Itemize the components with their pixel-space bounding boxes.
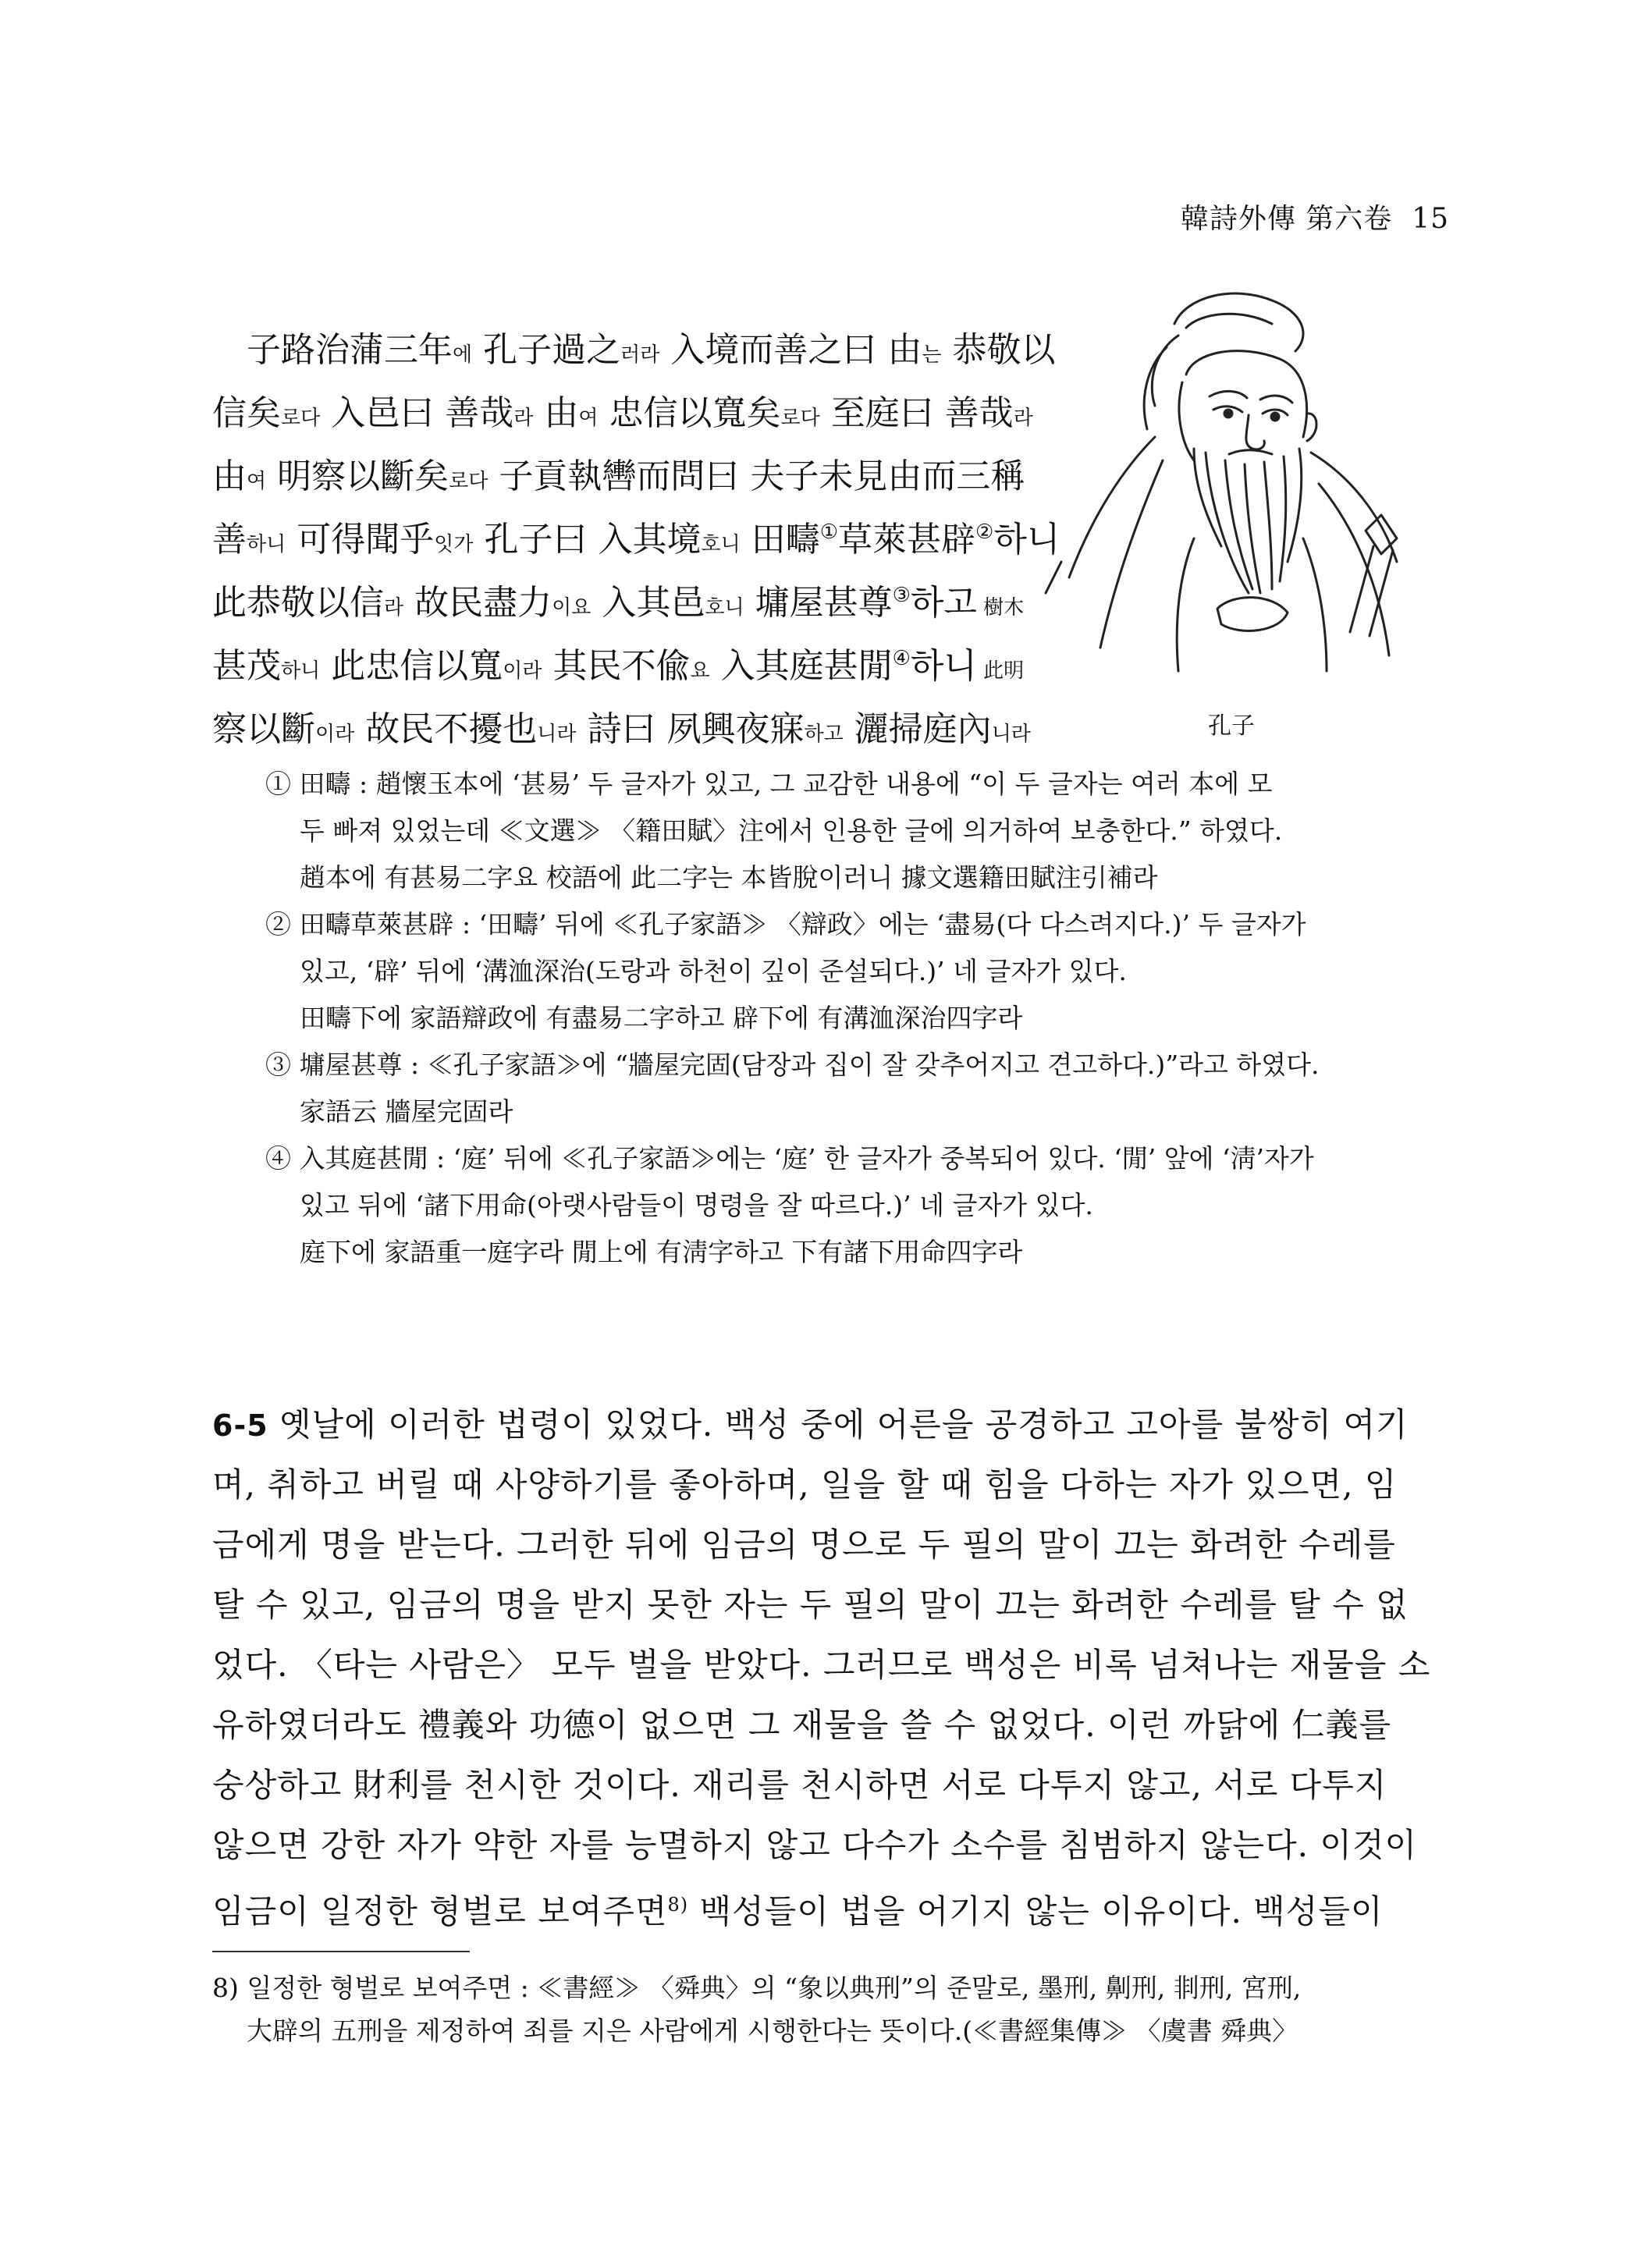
section-first-line xyxy=(212,1394,1451,1454)
section-line-text: 임금이 일정한 형벌로 보여주면 xyxy=(212,1892,668,1930)
classical-phrase: 善 xyxy=(212,520,247,559)
grammatical-particle: 하니 xyxy=(247,533,286,556)
classical-phrase: 信矣 xyxy=(212,393,281,433)
classical-phrase: 하니 xyxy=(910,646,977,686)
classical-phrase: 由 xyxy=(212,456,247,496)
classical-line xyxy=(212,698,1031,761)
classical-phrase: 故民不擾也 xyxy=(354,709,538,749)
classical-phrase: 入其庭甚閒 xyxy=(709,646,893,686)
note-marker: ② xyxy=(975,520,994,544)
page-number: 15 xyxy=(1412,203,1449,235)
footnote-line: 大辟의 五刑을 제정하여 죄를 지은 사람에게 시행한다는 뜻이다.(≪書經集傳≫ 〈虞書 舜典〉 xyxy=(247,2016,1299,2046)
classical-phrase: 由 xyxy=(533,393,579,433)
classical-line xyxy=(212,508,1060,571)
classical-phrase: 灑掃庭內 xyxy=(843,709,992,749)
note-line: 두 빠져 있었는데 ≪文選≫ 〈籍田賦〉注에서 인용한 글에 의거하여 보충한다.” 하였다. xyxy=(300,815,1283,846)
classical-phrase: 至庭曰 善哉 xyxy=(819,393,1014,433)
classical-phrase: 故民盡力 xyxy=(403,583,552,623)
grammatical-particle: 로다 xyxy=(780,407,820,430)
classical-phrase: 此忠信以寬 xyxy=(320,646,503,686)
grammatical-particle: 니라 xyxy=(537,723,577,746)
classical-phrase: 入邑曰 善哉 xyxy=(320,393,514,433)
classical-phrase: 田疇 xyxy=(740,520,820,559)
classical-phrase: 詩曰 夙興夜寐 xyxy=(576,709,805,749)
grammatical-particle: 로다 xyxy=(449,470,488,493)
grammatical-particle: 잇가 xyxy=(434,533,474,556)
note-item xyxy=(265,761,1451,901)
classical-phrase: 孔子過之 xyxy=(472,330,621,370)
grammatical-particle: 호니 xyxy=(701,533,741,556)
portrait-caption: 孔子 xyxy=(1208,712,1255,740)
classical-line xyxy=(212,634,1025,698)
grammatical-particle: 는 xyxy=(922,343,942,367)
grammatical-particle: 樹木 xyxy=(976,596,1025,620)
note-line: ② 田疇草萊甚辟 : ‘田疇’ 뒤에 ≪孔子家語≫ 〈辯政〉에는 ‘盡易(다 다스려지다.)’ 두 글자가 xyxy=(265,909,1306,939)
note-line: 있고, ‘辟’ 뒤에 ‘溝洫深治(도랑과 하천이 깊이 준설되다.)’ 네 글자가 있다. xyxy=(300,956,1127,986)
section-line: 숭상하고 財利를 천시한 것이다. 재리를 천시하면 서로 다투지 않고, 서로 다투지 xyxy=(212,1766,1387,1804)
grammatical-particle: 여 xyxy=(247,470,267,493)
classical-phrase: 可得聞乎 xyxy=(286,520,435,559)
section-line: 않으면 강한 자가 약한 자를 능멸하지 않고 다수가 소수를 침범하지 않는다. 이것이 xyxy=(212,1826,1418,1864)
classical-phrase: 하니 xyxy=(993,520,1060,559)
grammatical-particle: 호니 xyxy=(705,596,744,620)
grammatical-particle: 하고 xyxy=(804,723,844,746)
section-line: 금에게 명을 받는다. 그러한 뒤에 임금의 명으로 두 필의 말이 끄는 화려한 수레를 xyxy=(212,1525,1396,1564)
classical-phrase: 入境而善之曰 由 xyxy=(659,330,922,370)
footnote-line: 8) 일정한 형벌로 보여주면 : ≪書經≫ 〈舜典〉의 “象以典刑”의 준말로, 墨刑, 劓刑, 剕刑, 宮刑, xyxy=(212,1973,1302,2003)
grammatical-particle: 이라 xyxy=(315,723,355,746)
grammatical-particle: 라 xyxy=(1013,407,1033,430)
section-6-5 xyxy=(212,1394,1451,1935)
note-line: 있고 뒤에 ‘諸下用命(아랫사람들이 명령을 잘 따르다.)’ 네 글자가 있다. xyxy=(300,1190,1093,1220)
grammatical-particle: 니라 xyxy=(991,723,1031,746)
grammatical-particle: 라 xyxy=(384,596,404,620)
grammatical-particle: 에 xyxy=(453,343,473,367)
grammatical-particle: 하니 xyxy=(281,659,321,683)
classical-phrase: 草萊甚辟 xyxy=(838,520,975,559)
grammatical-particle: 이요 xyxy=(552,596,592,620)
classical-line xyxy=(212,571,1025,634)
note-item xyxy=(265,901,1451,1042)
grammatical-particle: 여 xyxy=(578,407,599,430)
textual-notes xyxy=(265,761,1451,1276)
note-line: 庭下에 家語重一庭字라 閒上에 有淸字하고 下有諸下用命四字라 xyxy=(300,1237,1023,1267)
classical-line xyxy=(212,445,1025,508)
classical-text xyxy=(212,318,1060,761)
section-number: 6-5 xyxy=(212,1408,268,1443)
footnote-8 xyxy=(212,1966,1451,2052)
note-line: 家語云 牆屋完固라 xyxy=(300,1096,513,1127)
note-marker: ① xyxy=(819,520,838,544)
section-line: 탈 수 있고, 임금의 명을 받지 못한 자는 두 필의 말이 끄는 화려한 수레를 탈 수 없 xyxy=(212,1586,1409,1624)
classical-phrase: 墉屋甚尊 xyxy=(744,583,893,623)
section-line: 며, 취하고 버릴 때 사양하기를 좋아하며, 일을 할 때 힘을 다하는 자가 있으면, 임 xyxy=(212,1465,1398,1504)
confucius-portrait xyxy=(1038,281,1444,702)
classical-phrase: 子路治蒲三年 xyxy=(247,330,453,370)
grammatical-particle: 요 xyxy=(690,659,710,683)
classical-line xyxy=(212,382,1033,445)
grammatical-particle: 此明 xyxy=(976,659,1025,683)
classical-line xyxy=(212,318,1056,382)
section-line-text: 옛날에 이러한 법령이 있었다. 백성 중에 어른을 공경하고 고아를 불쌍히 여기 xyxy=(268,1405,1409,1444)
note-marker: ④ xyxy=(892,647,911,670)
note-marker: ③ xyxy=(892,584,911,607)
classical-phrase: 甚茂 xyxy=(212,646,281,686)
note-line: ④ 入其庭甚閒 : ‘庭’ 뒤에 ≪孔子家語≫에는 ‘庭’ 한 글자가 중복되어 있다. ‘閒’ 앞에 ‘淸’자가 xyxy=(265,1143,1314,1174)
note-line: ① 田疇 : 趙懷玉本에 ‘甚易’ 두 글자가 있고, 그 교감한 내용에 “이 두 글자는 여러 本에 모 xyxy=(265,769,1273,799)
classical-phrase: 子貢執轡而問曰 夫子未見由而三稱 xyxy=(488,456,1025,496)
classical-phrase: 察以斷 xyxy=(212,709,315,749)
section-line: 유하였더라도 禮義와 功德이 없으면 그 재물을 쓸 수 없었다. 이런 까닭에 仁義를 xyxy=(212,1706,1392,1744)
note-line: 趙本에 有甚易二字요 校語에 此二字는 本皆脫이러니 據文選籍田賦注引補라 xyxy=(300,862,1158,893)
classical-phrase: 忠信以寬矣 xyxy=(598,393,781,433)
grammatical-particle: 라 xyxy=(513,407,534,430)
classical-phrase: 入其邑 xyxy=(591,583,705,623)
note-line: ③ 墉屋甚尊 : ≪孔子家語≫에 “牆屋完固(담장과 집이 잘 갖추어지고 견고하다.)”라고 하였다. xyxy=(265,1050,1320,1080)
header-title: 韓詩外傳 第六卷 xyxy=(1180,203,1393,235)
grammatical-particle: 로다 xyxy=(281,407,321,430)
note-line: 田疇下에 家語辯政에 有盡易二字하고 辟下에 有溝洫深治四字라 xyxy=(300,1003,1023,1033)
grammatical-particle: 러라 xyxy=(620,343,660,367)
section-line: 었다. 〈타는 사람은〉 모두 벌을 받았다. 그러므로 백성은 비록 넘쳐나는 재물을 소 xyxy=(212,1646,1431,1684)
classical-phrase: 하고 xyxy=(910,583,977,623)
note-item xyxy=(265,1135,1451,1276)
section-line-text: 백성들이 법을 어기지 않는 이유이다. 백성들이 xyxy=(688,1892,1384,1930)
footnote-separator xyxy=(212,1951,470,1952)
section-line xyxy=(212,1875,1451,1935)
running-header xyxy=(1181,197,1449,236)
classical-phrase: 明察以斷矣 xyxy=(266,456,449,496)
classical-phrase: 其民不偸 xyxy=(542,646,691,686)
classical-phrase: 此恭敬以信 xyxy=(212,583,384,623)
classical-phrase: 孔子曰 入其境 xyxy=(473,520,702,559)
grammatical-particle: 이라 xyxy=(503,659,542,683)
classical-phrase: 恭敬以 xyxy=(941,330,1056,370)
note-item xyxy=(265,1042,1451,1135)
footnote-marker: 8) xyxy=(667,1894,689,1916)
